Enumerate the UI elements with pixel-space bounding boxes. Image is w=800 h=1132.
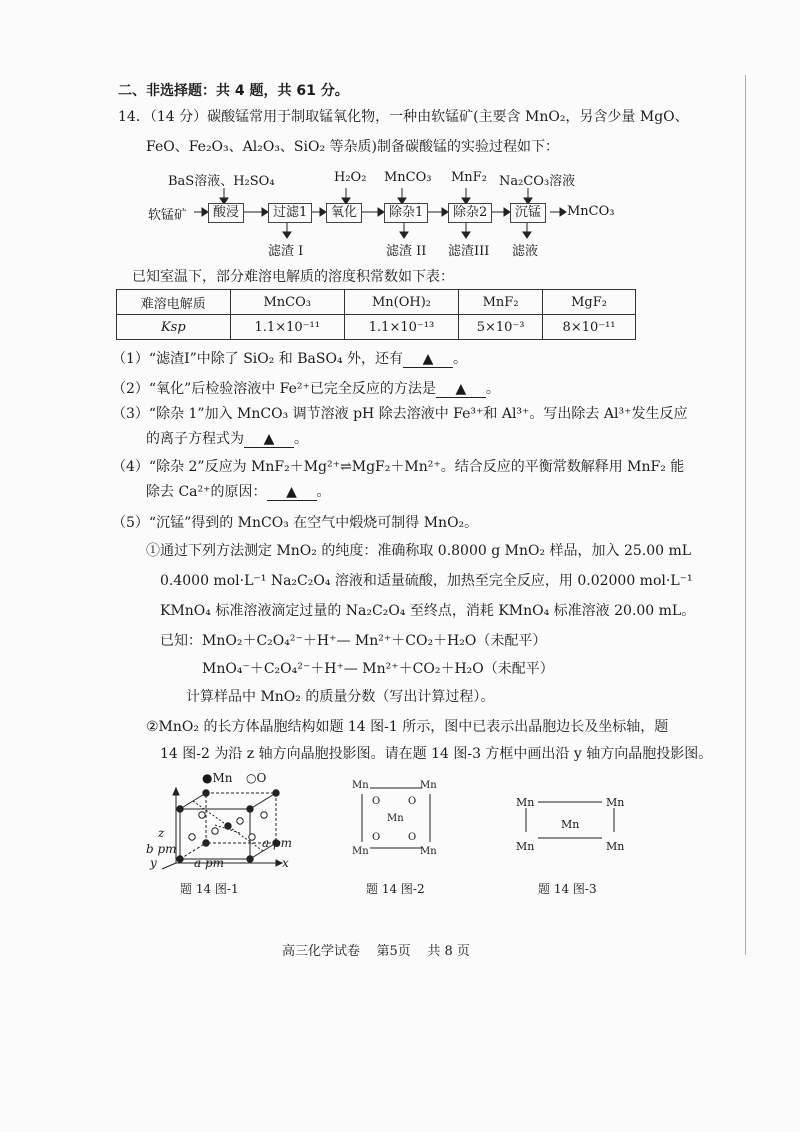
axis-y-label: y (150, 856, 157, 870)
axis-z-label: z (158, 826, 165, 840)
flow-step-3: 氧化 (326, 203, 362, 223)
fig2-mn-bl: Mn (352, 846, 369, 857)
flow-waste-3: 滤渣III (448, 244, 490, 259)
answer-mark: ▲ (403, 351, 453, 368)
edge-b-label: b pm (146, 842, 177, 856)
answer-mark: ▲ (267, 484, 317, 501)
table-header: Mn(OH)₂ (344, 290, 458, 315)
fig3-mn-tl: Mn (516, 796, 535, 809)
fig2-o-1: O (372, 796, 381, 807)
calc-instruction: 计算样品中 MnO₂ 的质量分数（写出计算过程）。 (186, 689, 495, 705)
sub-question-1: （1）“滤渣I”中除了 SiO₂ 和 BaSO₄ 外，还有 ▲ 。 (112, 351, 468, 367)
figure-1-caption: 题 14 图-1 (180, 882, 239, 896)
table-intro: 已知室温下，部分难溶电解质的溶度积常数如下表： (132, 269, 454, 285)
reagent-1: BaS溶液、H₂SO₄ (168, 174, 275, 189)
axis-x-label: x (282, 856, 289, 870)
fig3-mn-tr: Mn (606, 796, 625, 809)
table-cell: 1.1×10⁻¹¹ (230, 315, 344, 340)
table-row-label: Ksp (117, 315, 231, 340)
section-title: 二、非选择题：共 4 题，共 61 分。 (118, 83, 349, 99)
fig3-mn-center: Mn (561, 818, 580, 831)
table-header: MnCO₃ (230, 290, 344, 315)
table-cell: 1.1×10⁻¹³ (344, 315, 458, 340)
flow-step-5: 除杂2 (448, 203, 492, 223)
answer-mark: ▲ (244, 431, 294, 448)
fig2-o-2: O (408, 796, 417, 807)
sub-question-3b: 的离子方程式为 ▲ 。 (146, 431, 308, 447)
sub-question-4b: 除去 Ca²⁺的原因： ▲ 。 (146, 484, 331, 500)
sub-question-5-2a: ②MnO₂ 的长方体晶胞结构如题 14 图-1 所示，图中已表示出晶胞边长及坐标轴，题 (146, 719, 669, 735)
fig2-mn-br: Mn (420, 846, 437, 857)
table-header-row (117, 290, 636, 315)
fig3-mn-bl: Mn (516, 840, 535, 853)
sub-question-5-1c: KMnO₄ 标准溶液滴定过量的 Na₂C₂O₄ 至终点，消耗 KMnO₄ 标准溶液 20.00 mL。 (160, 603, 696, 619)
reagent-5: Na₂CO₃溶液 (499, 174, 576, 189)
ksp-table (116, 289, 636, 340)
reagent-3: MnCO₃ (384, 170, 432, 185)
fig2-mn-center: Mn (387, 813, 404, 824)
flow-product: MnCO₃ (567, 204, 615, 219)
table-row (117, 315, 636, 340)
table-header: MnF₂ (459, 290, 543, 315)
fig2-o-4: O (408, 832, 417, 843)
known-equation-2: MnO₄⁻＋C₂O₄²⁻＋H⁺— Mn²⁺＋CO₂＋H₂O（未配平） (202, 661, 554, 677)
flow-step-4: 除杂1 (384, 203, 428, 223)
sub-question-2: （2）“氧化”后检验溶液中 Fe²⁺已完全反应的方法是 ▲ 。 (112, 381, 500, 397)
legend-o: ○O (246, 771, 267, 785)
figure-2-caption: 题 14 图-2 (366, 882, 425, 896)
table-cell: 8×10⁻¹¹ (543, 315, 636, 340)
known-equation-1: 已知：MnO₂＋C₂O₄²⁻＋H⁺— Mn²⁺＋CO₂＋H₂O（未配平） (160, 633, 547, 649)
legend-mn: ●Mn (202, 771, 233, 785)
answer-mark: ▲ (436, 381, 486, 398)
q14-intro-1: 14．（14 分）碳酸锰常用于制取锰氧化物，一种由软锰矿(主要含 MnO₂，另含少量 MgO、 (118, 109, 689, 125)
sub-question-5-2b: 14 图-2 为沿 z 轴方向晶胞投影图。请在题 14 图-3 方框中画出沿 y 轴方向晶胞投影图。 (160, 746, 713, 762)
sub-question-5: （5）“沉锰”得到的 MnCO₃ 在空气中煅烧可制得 MnO₂。 (112, 515, 479, 531)
flow-waste-1: 滤渣 I (268, 244, 304, 259)
flow-start: 软锰矿 (148, 208, 188, 223)
sub-3b-text: 的离子方程式为 (146, 431, 244, 447)
sub-2-text: （2）“氧化”后检验溶液中 Fe²⁺已完全反应的方法是 (112, 381, 436, 397)
flow-step-1: 酸浸 (208, 203, 244, 223)
table-cell: 5×10⁻³ (459, 315, 543, 340)
sub-question-5-1a: ①通过下列方法测定 MnO₂ 的纯度：准确称取 0.8000 g MnO₂ 样品，加入 25.00 mL (146, 543, 692, 559)
flow-waste-4: 滤液 (512, 244, 539, 259)
table-header: 难溶电解质 (117, 290, 231, 315)
sub-question-3a: （3）“除杂 1”加入 MnCO₃ 调节溶液 pH 除去溶液中 Fe³⁺和 Al³⁺。写出除去 Al³⁺发生反应 (112, 406, 688, 422)
edge-a-side-label: a pm (262, 836, 293, 850)
sub-question-5-1b: 0.4000 mol·L⁻¹ Na₂C₂O₄ 溶液和适量硫酸，加热至完全反应，用 0.02000 mol·L⁻¹ (160, 573, 693, 589)
sub-4b-text: 除去 Ca²⁺的原因： (146, 484, 267, 500)
figure-3-caption: 题 14 图-3 (538, 882, 597, 896)
page-footer: 高三化学试卷 第5页 共 8 页 (282, 944, 470, 959)
edge-a-bottom-label: a pm (194, 856, 225, 870)
flowchart-arrows (0, 0, 800, 270)
fig2-mn-tr: Mn (420, 780, 437, 791)
reagent-4: MnF₂ (451, 170, 487, 185)
reagent-2: H₂O₂ (334, 170, 367, 185)
fig2-o-3: O (372, 832, 381, 843)
sub-question-4a: （4）“除杂 2”反应为 MnF₂＋Mg²⁺⇌MgF₂＋Mn²⁺。结合反应的平衡常数解释用 MnF₂ 能 (112, 459, 685, 475)
flow-step-2: 过滤1 (268, 203, 312, 223)
fig2-mn-tl: Mn (352, 780, 369, 791)
flow-step-6: 沉锰 (510, 203, 546, 223)
flow-waste-2: 滤渣 II (386, 244, 427, 259)
table-header: MgF₂ (543, 290, 636, 315)
sub-1-text: （1）“滤渣I”中除了 SiO₂ 和 BaSO₄ 外，还有 (112, 351, 404, 367)
q14-intro-2: FeO、Fe₂O₃、Al₂O₃、SiO₂ 等杂质)制备碳酸锰的实验过程如下： (146, 139, 560, 155)
fig3-mn-br: Mn (606, 840, 625, 853)
